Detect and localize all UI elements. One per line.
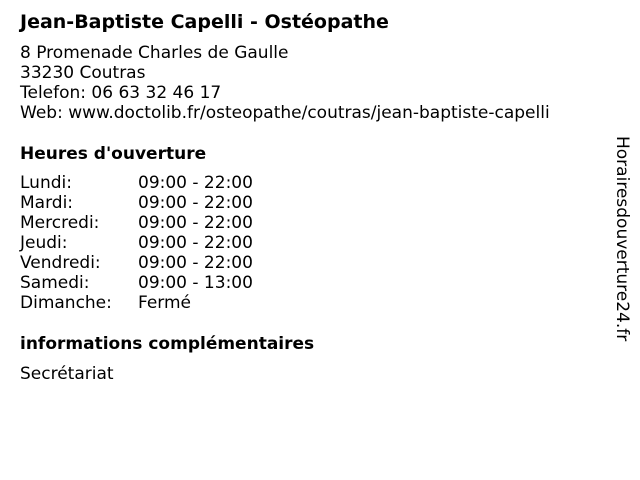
hours-row-sunday (20, 293, 253, 313)
day-label: Samedi: (20, 273, 90, 293)
street-address: 8 Promenade Charles de Gaulle (20, 43, 289, 63)
info-text: Secrétariat (20, 364, 114, 384)
day-label: Jeudi: (20, 233, 68, 253)
hours-row-friday (20, 253, 253, 273)
info-heading: informations complémentaires (20, 334, 315, 354)
day-label: Mercredi: (20, 213, 100, 233)
time-value: 09:00 - 13:00 (138, 273, 253, 293)
city: 33230 Coutras (20, 63, 146, 83)
time-value: 09:00 - 22:00 (138, 253, 253, 273)
day-label: Mardi: (20, 193, 74, 213)
hours-row-thursday (20, 233, 253, 253)
hours-heading: Heures d'ouverture (20, 144, 207, 164)
website: Web: www.doctolib.fr/osteopathe/coutras/jean-baptiste-capelli (20, 103, 550, 123)
hours-row-saturday (20, 273, 253, 293)
hours-table (20, 173, 253, 313)
time-value: 09:00 - 22:00 (138, 233, 253, 253)
phone-number: Telefon: 06 63 32 46 17 (20, 83, 222, 103)
day-label: Dimanche: (20, 293, 112, 313)
day-label: Vendredi: (20, 253, 101, 273)
day-label: Lundi: (20, 173, 72, 193)
time-value: Fermé (138, 293, 192, 313)
address-block (20, 43, 550, 123)
side-brand-text: Horairesdouverture24.fr (612, 136, 632, 342)
page-title: Jean-Baptiste Capelli - Ostéopathe (20, 11, 389, 33)
hours-row-wednesday (20, 213, 253, 233)
hours-row-tuesday (20, 193, 253, 213)
time-value: 09:00 - 22:00 (138, 193, 253, 213)
time-value: 09:00 - 22:00 (138, 213, 253, 233)
time-value: 09:00 - 22:00 (138, 173, 253, 193)
hours-row-monday (20, 173, 253, 193)
